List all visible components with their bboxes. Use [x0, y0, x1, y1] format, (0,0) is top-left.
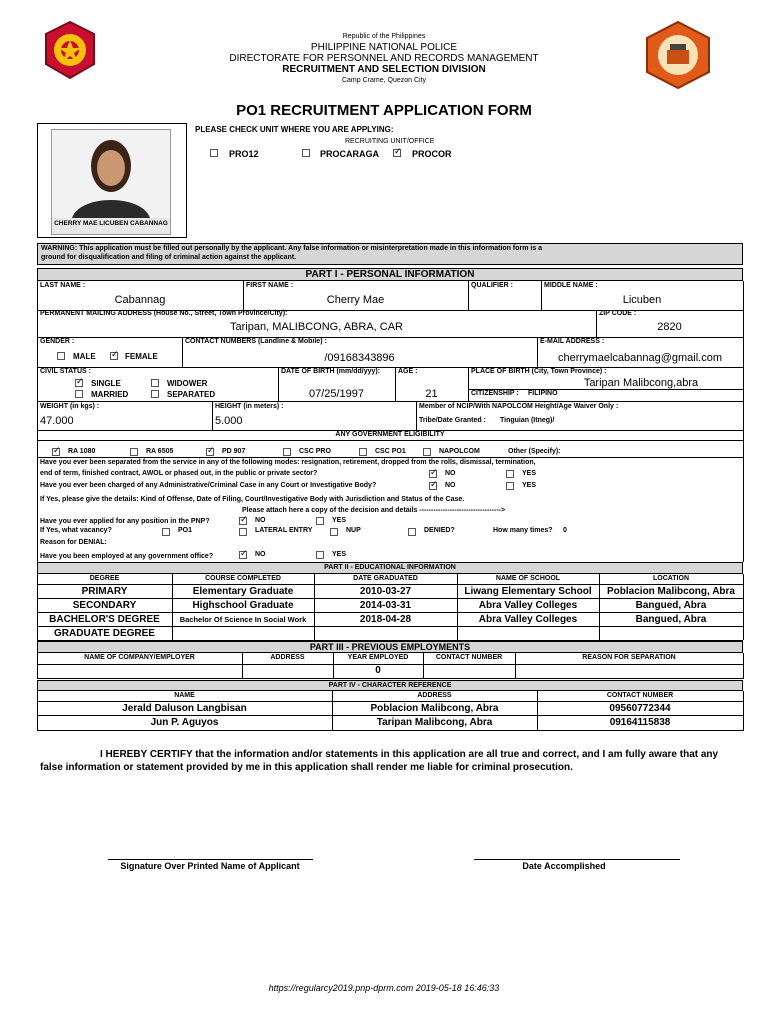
zip-label: ZIP CODE : — [599, 310, 637, 317]
elig-napolcom-label: NAPOLCOM — [439, 448, 480, 455]
age-value: 21 — [425, 388, 438, 400]
vacancy-nup-label: NUP — [346, 527, 361, 534]
elig-cscpro-label: CSC PRO — [299, 448, 331, 455]
unit-instruction: PLEASE CHECK UNIT WHERE YOU ARE APPLYING: — [195, 125, 394, 134]
edu-row4-degree: GRADUATE DEGREE — [54, 628, 155, 639]
q-separated-no-checkbox[interactable] — [429, 470, 437, 478]
elig-other-label: Other (Specify): — [508, 448, 561, 455]
height-value: 5.000 — [215, 415, 243, 427]
edu-row2-degree: SECONDARY — [72, 600, 137, 611]
date-label: Date Accomplished — [522, 861, 606, 871]
pob-value: Taripan Malibcong,abra — [583, 377, 699, 389]
emp-header-address: ADDRESS — [270, 654, 305, 661]
qualifier-label: QUALIFIER : — [471, 282, 513, 289]
citizenship-value: FILIPINO — [528, 390, 558, 397]
civil-single-checkbox[interactable] — [75, 379, 83, 387]
certify-line2: false information or statement provided by me in this application shall render me liable for criminal prosecution. — [40, 762, 573, 773]
q-employed-no-label: NO — [255, 551, 266, 558]
warning-line2: ground for disqualification and filing of criminal action against the applicant. — [41, 254, 297, 261]
signature-label: Signature Over Printed Name of Applicant — [120, 861, 300, 871]
warning-line1: WARNING: This application must be filled out personally by the applicant. Any false information or misinterpretation made in this information form is a — [41, 245, 543, 252]
elig-ra6505-label: RA 6505 — [146, 448, 174, 455]
vacancy-po1-checkbox[interactable] — [162, 528, 170, 536]
elig-cscpro-checkbox[interactable] — [283, 448, 291, 456]
q-employed-no-checkbox[interactable] — [239, 551, 247, 559]
part1-title: PART I - PERSONAL INFORMATION — [37, 268, 743, 281]
pob-label: PLACE OF BIRTH (City, Town Province) : — [471, 368, 607, 375]
address-value: Taripan, MALIBCONG, ABRA, CAR — [230, 321, 403, 333]
unit-pro12-label: PRO12 — [229, 149, 259, 159]
tribe-value: Tinguian (Itneg)/ — [500, 417, 555, 424]
emp-header-year: YEAR EMPLOYED — [347, 654, 409, 661]
denied-label: DENIED? — [424, 527, 455, 534]
q-applied-no-label: NO — [255, 517, 266, 524]
denied-checkbox[interactable] — [408, 528, 416, 536]
elig-ra1080-label: RA 1080 — [68, 448, 96, 455]
attach-note: Please attach here a copy of the decision and details -----------------------------------> — [242, 507, 506, 514]
q-charged-no-label: NO — [445, 482, 456, 489]
last-name-label: LAST NAME : — [40, 282, 86, 289]
q-separated-line2: end of term, finished contract, AWOL or phased out, in the public or private sector? — [40, 470, 318, 477]
civil-status-label: CIVIL STATUS : — [40, 368, 91, 375]
dob-label: DATE OF BIRTH (mm/dd/yyy): — [281, 368, 381, 375]
photo-frame — [37, 123, 187, 238]
height-label: HEIGHT (in meters) : — [215, 403, 284, 410]
edu-header-location: LOCATION — [652, 575, 690, 582]
q-separated-yes-checkbox[interactable] — [506, 470, 514, 478]
q-separated-line1: Have you ever been separated from the service in any of the following modes: resignation, retirement, dropped from the rolls, dismissal, termination, — [40, 459, 536, 466]
vacancy-lateral-checkbox[interactable] — [239, 528, 247, 536]
q-charged: Have you ever been charged of any Administrative/Criminal Case in any Court or Investigative Body? — [40, 482, 377, 489]
elig-cscpo1-label: CSC PO1 — [375, 448, 406, 455]
edu-row3-school: Abra Valley Colleges — [478, 614, 578, 625]
edu-row2-course: Highschool Graduate — [192, 600, 294, 611]
ref-row1-contact: 09560772344 — [609, 703, 671, 714]
q-employed-yes-label: YES — [332, 551, 347, 558]
civil-widower-checkbox[interactable] — [151, 379, 159, 387]
edu-header-school: NAME OF SCHOOL — [495, 575, 561, 582]
header-address: Camp Crame, Quezon City — [341, 77, 427, 84]
email-label: E-MAIL ADDRESS : — [540, 338, 605, 345]
ref-header-name: NAME — [174, 692, 195, 699]
gender-label: GENDER : — [40, 338, 75, 345]
address-label: PERMANENT MAILING ADDRESS (House No., Street, Town Province/City): — [40, 310, 288, 317]
edu-row2-date: 2014-03-31 — [359, 600, 412, 611]
edu-row1-date: 2010-03-27 — [359, 586, 412, 597]
form-title: PO1 RECRUITMENT APPLICATION FORM — [236, 102, 532, 119]
contact-value: /09168343896 — [324, 352, 395, 364]
q-employed-yes-checkbox[interactable] — [316, 551, 324, 559]
civil-separated-label: SEPARATED — [167, 390, 216, 399]
edu-row1-degree: PRIMARY — [81, 586, 128, 597]
vacancy-nup-checkbox[interactable] — [330, 528, 338, 536]
if-yes-details: If Yes, please give the details: Kind of Offense, Date of Filing, Court/Investigative Body with Jurisdiction and Status of the Case. — [40, 496, 465, 503]
ncip-label: Member of NCIP/With NAPOLCOM Height/Age Waiver Only : — [419, 403, 619, 410]
last-name-value: Cabannag — [114, 294, 166, 306]
unit-procor-checkbox[interactable] — [393, 149, 401, 157]
emp-row-year: 0 — [375, 665, 381, 676]
q-employed: Have you been employed at any government office? — [40, 553, 214, 560]
photo-caption: CHERRY MAE LICUBEN CABANNAG — [54, 220, 168, 227]
edu-header-degree: DEGREE — [89, 575, 120, 582]
ref-row2-contact: 09164115838 — [609, 717, 671, 728]
citizenship-label: CITIZENSHIP : — [471, 390, 519, 397]
weight-value: 47.000 — [40, 415, 74, 427]
q-applied-yes-label: YES — [332, 517, 347, 524]
edu-row3-date: 2018-04-28 — [359, 614, 412, 625]
q-charged-no-checkbox[interactable] — [429, 482, 437, 490]
emp-header-reason: REASON FOR SEPARATION — [582, 654, 676, 661]
header-directorate: DIRECTORATE FOR PERSONNEL AND RECORDS MANAGEMENT — [229, 53, 539, 64]
unit-procaraga-label: PROCARAGA — [320, 149, 380, 159]
edu-row1-course: Elementary Graduate — [192, 586, 294, 597]
edu-row3-degree: BACHELOR'S DEGREE — [49, 614, 160, 625]
gender-female-label: FEMALE — [125, 352, 158, 361]
edu-header-course: COURSE COMPLETED — [205, 575, 281, 582]
ref-header-contact: CONTACT NUMBER — [606, 692, 674, 699]
edu-row1-school: Liwang Elementary School — [464, 586, 592, 597]
dob-value: 07/25/1997 — [308, 388, 365, 400]
civil-single-label: SINGLE — [91, 379, 121, 388]
elig-pd907-label: PD 907 — [222, 448, 246, 455]
part4-title: PART IV - CHARACTER REFERENCE — [37, 680, 743, 691]
pnp-seal-logo — [42, 20, 98, 80]
weight-label: WEIGHT (in kgs) : — [40, 403, 100, 410]
civil-widower-label: WIDOWER — [167, 379, 208, 388]
how-many-label: How many times? — [493, 527, 553, 534]
vacancy-lateral-label: LATERAL ENTRY — [255, 527, 313, 534]
certify-line1: I HEREBY CERTIFY that the information and/or statements in this application are all true and correct, and I am fully aware that any — [100, 749, 719, 760]
edu-row3-location: Bangued, Abra — [635, 614, 707, 625]
unit-sub-label: RECRUITING UNIT/OFFICE — [345, 138, 435, 145]
middle-name-label: MIDDLE NAME : — [544, 282, 598, 289]
dprm-seal-logo — [643, 20, 699, 80]
if-yes-vacancy: If Yes, what vacancy? — [40, 527, 112, 534]
elig-ra6505-checkbox[interactable] — [130, 448, 138, 456]
email-value: cherrymaelcabannag@gmail.com — [557, 352, 723, 364]
q-charged-yes-label: YES — [522, 482, 537, 489]
elig-ra1080-checkbox[interactable] — [52, 448, 60, 456]
warning-box — [37, 243, 743, 265]
middle-name-value: Licuben — [622, 294, 662, 306]
elig-pd907-checkbox[interactable] — [206, 448, 214, 456]
tribe-label: Tribe/Date Granted : — [419, 417, 486, 424]
emp-header-contact: CONTACT NUMBER — [435, 654, 503, 661]
q-separated-no-label: NO — [445, 470, 456, 477]
ref-row2-name: Jun P. Aguyos — [150, 717, 219, 728]
emp-header-company: NAME OF COMPANY/EMPLOYER — [84, 654, 195, 661]
part3-title: PART III - PREVIOUS EMPLOYMENTS — [37, 641, 743, 653]
how-many-value: 0 — [563, 527, 567, 534]
civil-married-label: MARRIED — [91, 390, 129, 399]
q-charged-yes-checkbox[interactable] — [506, 482, 514, 490]
signature-line — [108, 859, 313, 860]
age-label: AGE : — [398, 368, 418, 375]
header-agency: PHILIPPINE NATIONAL POLICE — [310, 42, 458, 53]
footer-url: https://regularcy2019.pnp-dprm.com 2019-05-18 16:46:33 — [268, 983, 500, 993]
vacancy-po1-label: PO1 — [178, 527, 193, 534]
gender-male-checkbox[interactable] — [57, 352, 65, 360]
gender-male-label: MALE — [73, 352, 96, 361]
zip-value: 2820 — [657, 321, 682, 333]
unit-procor-label: PROCOR — [412, 149, 452, 159]
civil-separated-checkbox[interactable] — [151, 390, 159, 398]
gender-female-checkbox[interactable] — [110, 352, 118, 360]
unit-pro12-checkbox[interactable] — [210, 149, 218, 157]
q-applied-no-checkbox[interactable] — [239, 517, 247, 525]
eligibility-title: ANY GOVERNMENT ELIGIBILITY — [335, 431, 445, 438]
reason-denial-label: Reason for DENIAL: — [40, 539, 107, 546]
edu-row3-course: Bachelor Of Science In Social Work — [179, 615, 307, 624]
elig-cscpo1-checkbox[interactable] — [359, 448, 367, 456]
edu-row2-school: Abra Valley Colleges — [478, 600, 578, 611]
civil-married-checkbox[interactable] — [75, 390, 83, 398]
header-division: RECRUITMENT AND SELECTION DIVISION — [282, 64, 486, 75]
part2-title: PART II - EDUCATIONAL INFORMATION — [37, 562, 743, 574]
ref-row2-address: Taripan Malibcong, Abra — [376, 717, 493, 728]
first-name-label: FIRST NAME : — [246, 282, 294, 289]
q-applied-yes-checkbox[interactable] — [316, 517, 324, 525]
edu-row2-location: Bangued, Abra — [635, 600, 707, 611]
ref-header-address: ADDRESS — [417, 692, 452, 699]
q-applied: Have you ever applied for any position in the PNP? — [40, 518, 210, 525]
edu-header-date: DATE GRADUATED — [353, 575, 418, 582]
ref-row1-address: Poblacion Malibcong, Abra — [370, 703, 499, 714]
contact-label: CONTACT NUMBERS (Landline & Mobile) : — [185, 338, 327, 345]
edu-row1-location: Poblacion Malibcong, Abra — [607, 586, 735, 597]
header-republic: Republic of the Philippines — [342, 33, 426, 40]
elig-napolcom-checkbox[interactable] — [423, 448, 431, 456]
q-separated-yes-label: YES — [522, 470, 537, 477]
date-line — [474, 859, 680, 860]
applicant-photo — [51, 129, 171, 235]
first-name-value: Cherry Mae — [326, 294, 385, 306]
unit-procaraga-checkbox[interactable] — [302, 149, 310, 157]
ref-row1-name: Jerald Daluson Langbisan — [122, 703, 247, 714]
